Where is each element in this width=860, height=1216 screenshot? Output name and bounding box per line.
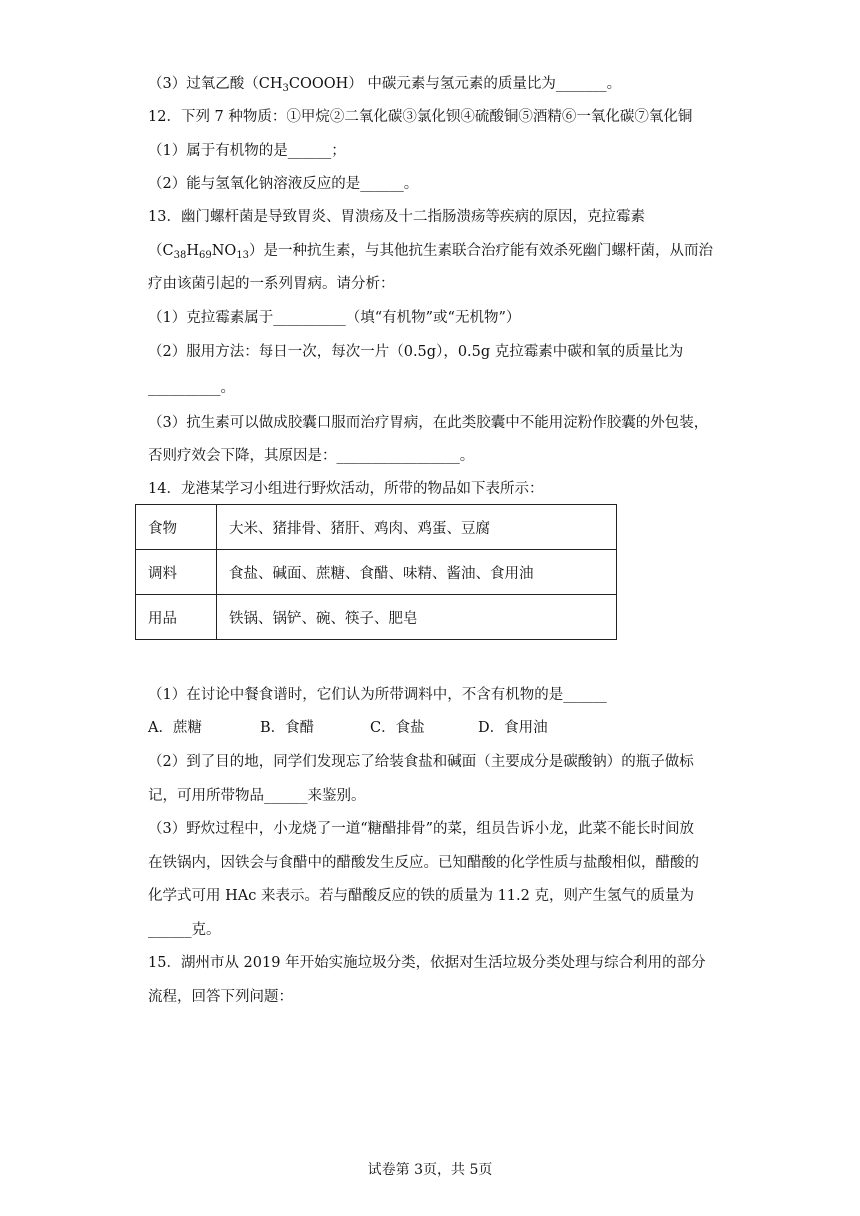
question-13-part-2-line-1: （2）服用方法：每日一次，每次一片（0.5g），0.5g 克拉霉素中碳和氧的质量比为: [148, 344, 684, 360]
question-14-part-2-line-2: 记，可用所带物品______来鉴别。: [148, 788, 366, 804]
table-row: [136, 550, 617, 595]
choice-d: D．食用油: [478, 720, 548, 736]
supplies-table: [135, 504, 617, 640]
table-cell-items: 铁锅、锅铲、碗、筷子、肥皂: [217, 595, 617, 640]
question-13-stem-line-1: 13．幽门螺杆菌是导致胃炎、胃溃疡及十二指肠溃疡等疾病的原因，克拉霉素: [148, 209, 645, 225]
question-13-stem-line-3: 疗由该菌引起的一系列胃病。请分析：: [148, 276, 395, 292]
question-13-stem-line-2: $(C_{38}H_{69}NO_{13})$是一种抗生素，与其他抗生素联合治疗能有效杀死幽门螺杆菌，从而治: [148, 243, 714, 261]
question-13-part-3-line-1: （3）抗生素可以做成胶囊口服而治疗胃病，在此类胶囊中不能用淀粉作胶囊的外包装，: [148, 415, 709, 431]
question-13-part-1: （1）克拉霉素属于__________（填“有机物”或“无机物”）: [148, 310, 521, 326]
question-14-part-3-line-2: 在铁锅内，因铁会与食醋中的醋酸发生反应。已知醋酸的化学性质与盐酸相似，醋酸的: [148, 855, 699, 871]
choice-a: A．蔗糖: [148, 720, 202, 736]
question-12-stem: 12．下列 7 种物质：①甲烷②二氧化碳③氯化钡④硫酸铜⑤酒精⑥一氧化碳⑦氧化铜: [148, 109, 693, 125]
question-14-part-3-line-3: 化学式可用 HAc 来表示。若与醋酸反应的铁的质量为 11.2 克，则产生氢气的质量为: [148, 888, 694, 904]
page-footer: 试卷第 3页，共 5页: [367, 1162, 493, 1178]
question-14-part-2-line-1: （2）到了目的地，同学们发现忘了给装食盐和碱面（主要成分是碳酸钠）的瓶子做标: [148, 754, 694, 770]
table-cell-category: 用品: [136, 595, 217, 640]
question-12-part-2: （2）能与氢氧化钠溶液反应的是______。: [148, 176, 419, 192]
question-15-stem-line-2: 流程，回答下列问题：: [148, 989, 293, 1005]
table-cell-items: 食盐、碱面、蔗糖、食醋、味精、酱油、食用油: [217, 550, 617, 595]
question-14-part-3-line-4: ______克。: [148, 922, 221, 938]
table-cell-category: 调料: [136, 550, 217, 595]
question-14-stem: 14．龙港某学习小组进行野炊活动，所带的物品如下表所示：: [148, 481, 544, 497]
question-14-part-1: （1）在讨论中餐食谱时，它们认为所带调料中，不含有机物的是______: [148, 687, 607, 703]
table-row: [136, 595, 617, 640]
choice-b: B．食醋: [260, 720, 315, 736]
choice-c: C．食盐: [370, 720, 425, 736]
question-12-part-1: （1）属于有机物的是______；: [148, 143, 346, 159]
answer-choices: [148, 718, 548, 738]
table-cell-category: 食物: [136, 505, 217, 550]
line-q11-3: （3）过氧乙酸$(CH_3COOOH)$ 中碳元素与氢元素的质量比为_______。: [148, 76, 622, 94]
question-14-part-3-line-1: （3）野炊过程中，小龙烧了一道“糖醋排骨”的菜，组员告诉小龙，此菜不能长时间放: [148, 821, 695, 837]
question-15-stem-line-1: 15．湖州市从 2019 年开始实施垃圾分类，依据对生活垃圾分类处理与综合利用的部分: [148, 955, 706, 971]
table-row: [136, 505, 617, 550]
question-13-part-2-line-2: __________。: [148, 380, 235, 396]
table-cell-items: 大米、猪排骨、猪肝、鸡肉、鸡蛋、豆腐: [217, 505, 617, 550]
question-13-part-3-line-2: 否则疗效会下降，其原因是：_________________。: [148, 448, 475, 464]
